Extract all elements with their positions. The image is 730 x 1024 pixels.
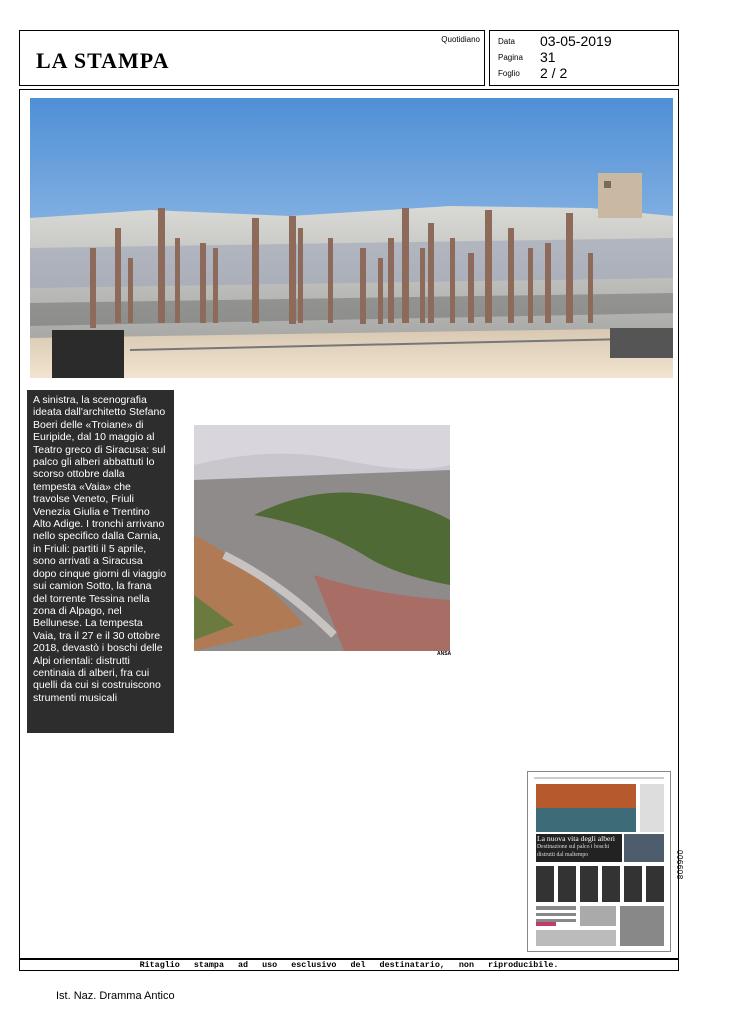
- footer-notice: Ritaglio stampa ad uso esclusivo del destinatario, non riproducibile.: [19, 959, 679, 971]
- theatre-stage-photo: [30, 98, 673, 378]
- meta-sheet-label: Foglio: [498, 69, 520, 78]
- masthead-box: [19, 30, 485, 86]
- meta-page-value: 31: [540, 49, 556, 65]
- meta-date-value: 03-05-2019: [540, 33, 612, 49]
- photo-caption: A sinistra, la scenografia ideata dall'architetto Stefano Boeri delle «Troiane» di Euripide, dal 10 maggio al Teatro greco di Siracusa: sul palco gli alberi abbattuti lo scorso ottobre dalla tempesta «Vaia» che travolse Veneto, Friuli Venezia Giulia e Trentino Alto Adige. I tronchi arrivano nello specifico dalla Carnia, in Friuli: partiti il 5 aprile, sono arrivati a Siracusa dopo cinque giorni di viaggio sui camion Sotto, la frana del torrente Tessina nella zona di Alpago, nel Bellunese. La tempesta Vaia, tra il 27 e il 30 ottobre 2018, devastò i boschi delle Alpi orientali: distrutti centinaia di alberi, fra cui quelli da cui si costruiscono strumenti musicali: [27, 390, 174, 733]
- thumbnail-layout: [528, 772, 670, 951]
- meta-date-label: Data: [498, 37, 515, 46]
- meta-page: [498, 49, 673, 65]
- client-name: Ist. Naz. Dramma Antico: [56, 990, 175, 1002]
- metadata-box: [489, 30, 679, 86]
- meta-page-label: Pagina: [498, 53, 523, 62]
- archive-code: 006608: [675, 850, 684, 880]
- photo-credit: ANSA: [437, 651, 452, 657]
- meta-sheet: [498, 65, 673, 81]
- meta-sheet-value: 2 / 2: [540, 65, 568, 81]
- landslide-photo: [194, 425, 450, 651]
- thumbnail-subhead: Destinazione sul palco i boschi distrutti dal maltempo: [537, 844, 610, 858]
- periodicity-label: Quotidiano: [441, 35, 480, 44]
- meta-date: [498, 33, 673, 49]
- thumbnail-headline: La nuova vita degli alberi: [537, 834, 616, 843]
- page-thumbnail: [527, 771, 671, 952]
- masthead-title: LA STAMPA: [36, 48, 170, 73]
